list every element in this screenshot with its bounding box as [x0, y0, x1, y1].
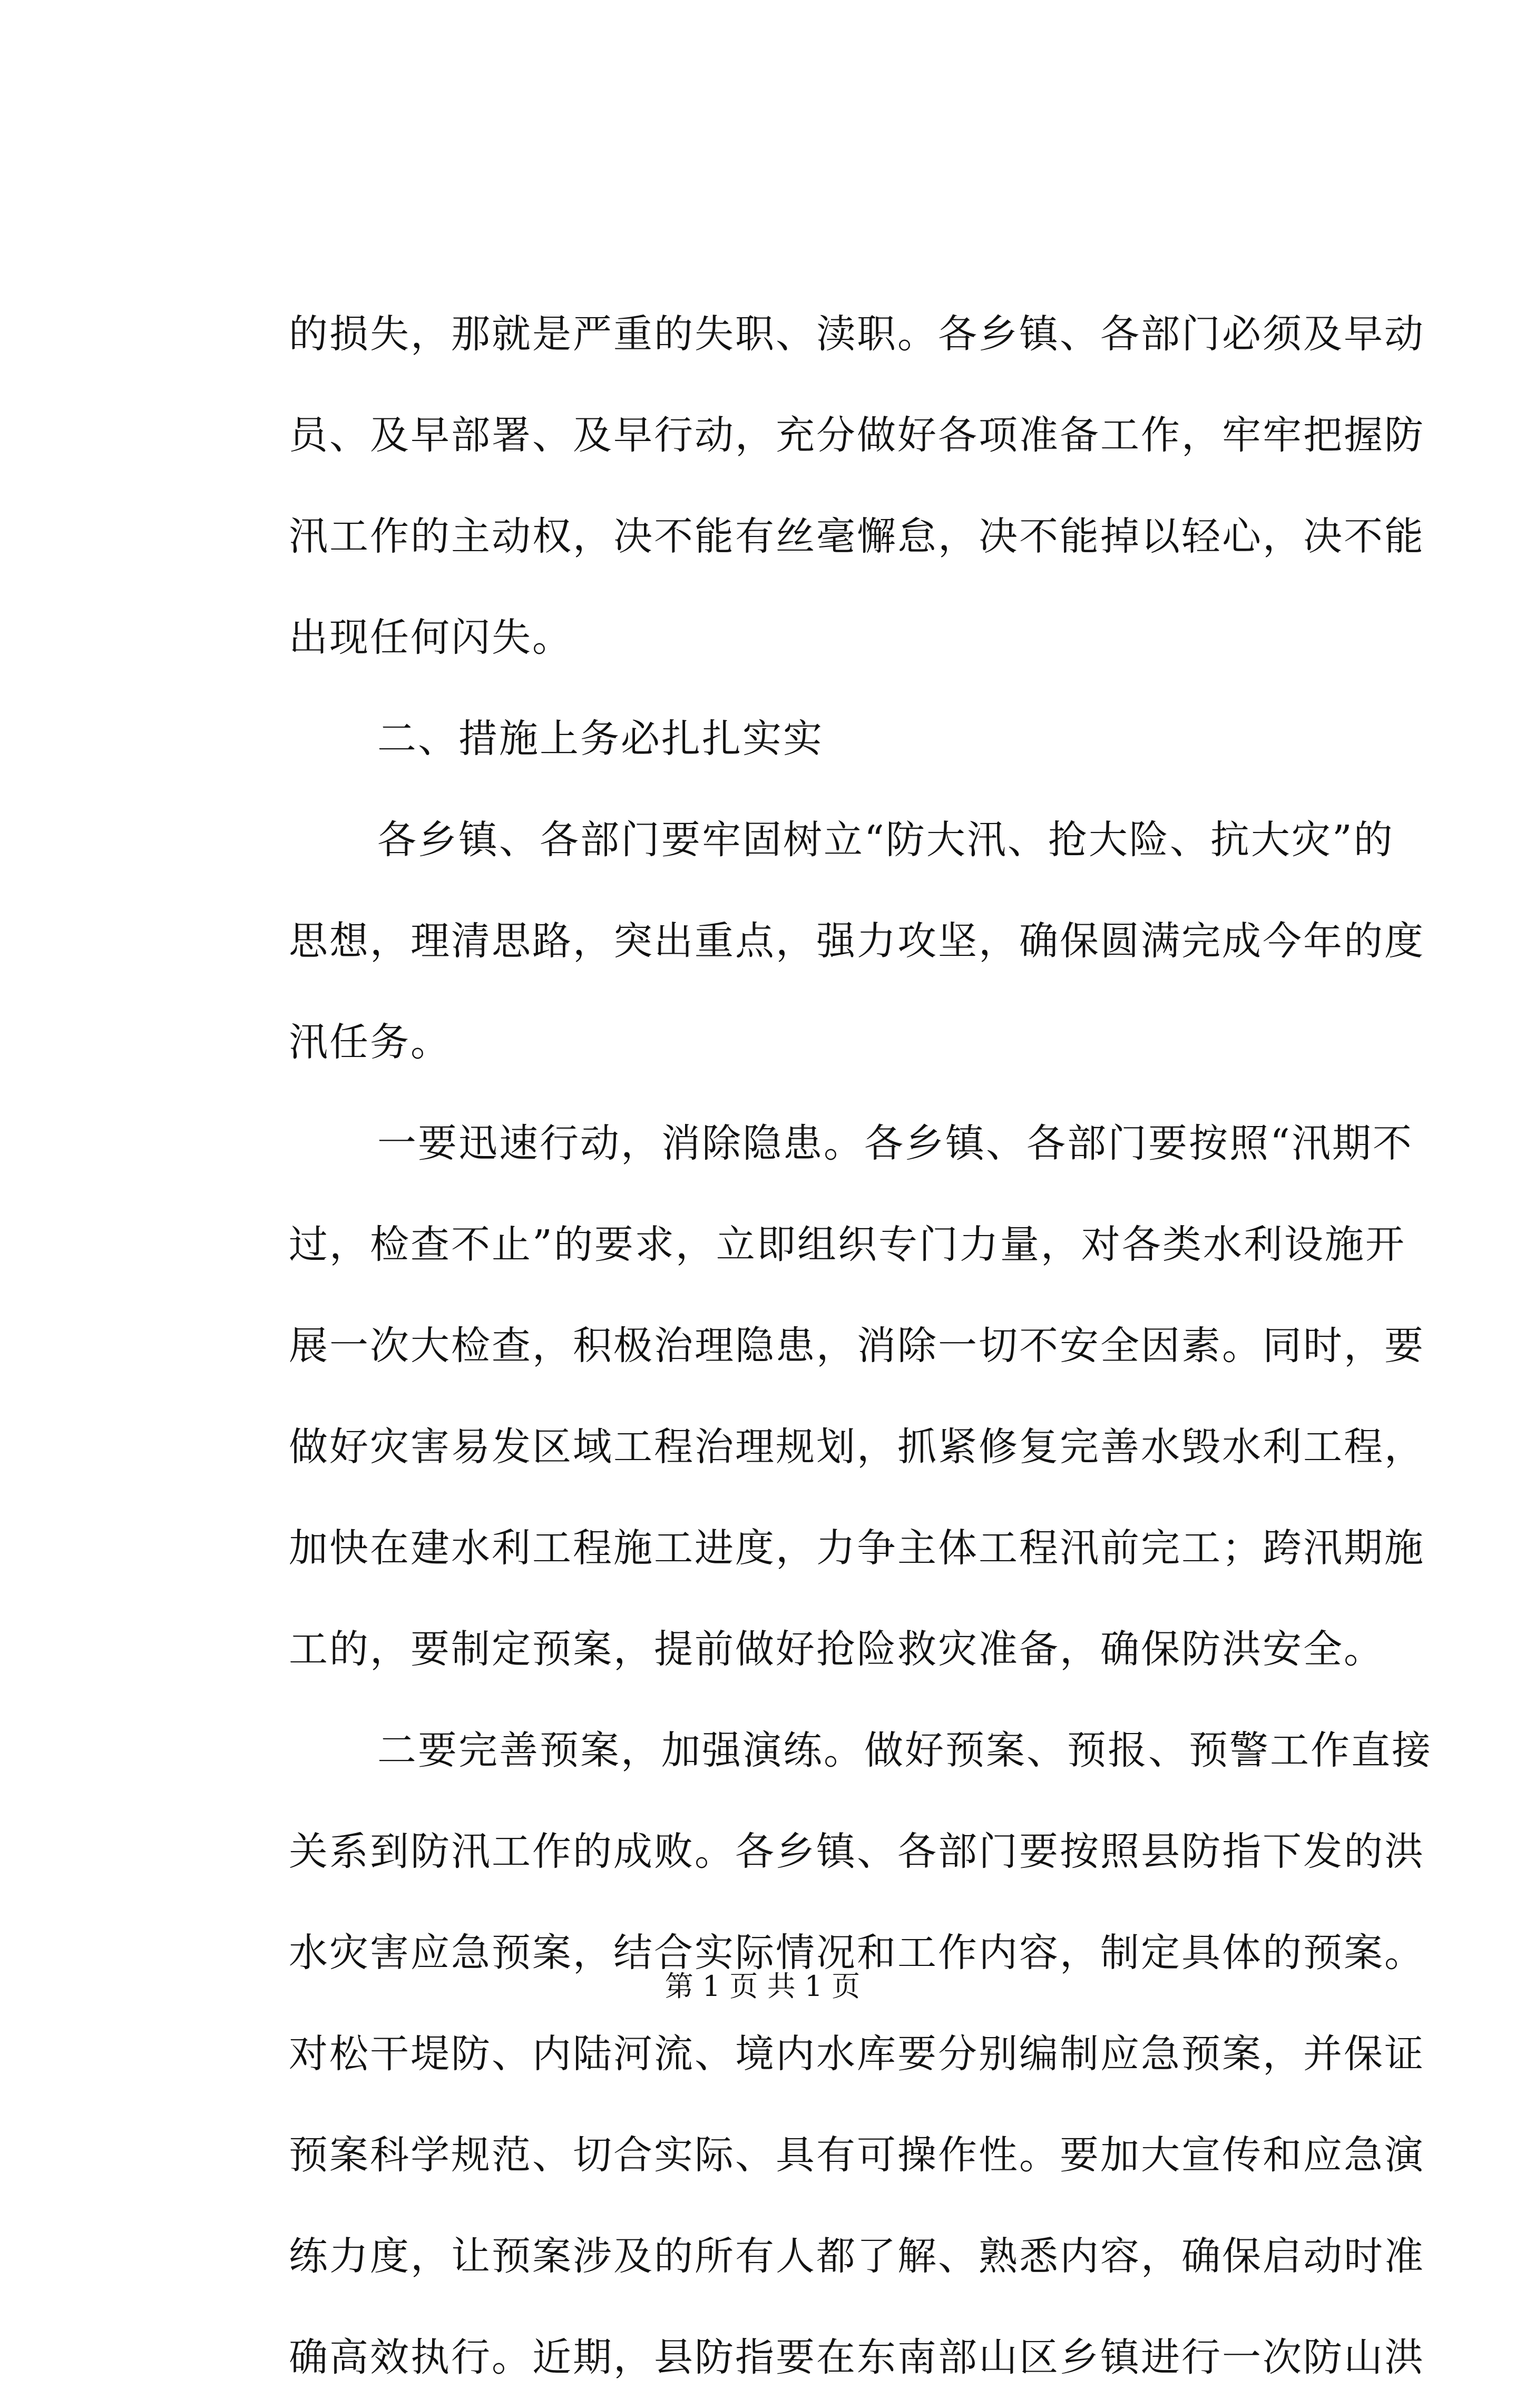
text-line: 各乡镇、各部门要牢固树立“防大汛、抢大险、抗大灾”的 [377, 817, 1394, 863]
text-line: 一要迅速行动，消除隐患。各乡镇、各部门要按照“汛期不 [377, 1121, 1413, 1166]
text-line: 二要完善预案，加强演练。做好预案、预报、预警工作直接 [377, 1728, 1432, 1773]
section-heading: 二、措施上务必扎扎实实 [377, 716, 824, 761]
text-line: 确高效执行。近期，县防指要在东南部山区乡镇进行一次防山洪 [289, 2335, 1425, 2380]
text-line: 对松干堤防、内陆河流、境内水库要分别编制应急预案，并保证 [289, 2031, 1425, 2077]
text-line: 展一次大检查，积极治理隐患，消除一切不安全因素。同时，要 [289, 1323, 1425, 1368]
page-number-footer: 第 1 页 共 1 页 [664, 1970, 861, 2003]
text-line: 关系到防汛工作的成败。各乡镇、各部门要按照县防指下发的洪 [289, 1829, 1425, 1874]
text-line: 练力度，让预案涉及的所有人都了解、熟悉内容，确保启动时准 [289, 2234, 1425, 2279]
text-line: 过，检查不止”的要求，立即组织专门力量，对各类水利设施开 [289, 1222, 1406, 1267]
text-line: 汛任务。 [289, 1020, 451, 1065]
document-body [289, 283, 1432, 2408]
text-line: 的损失，那就是严重的失职、渎职。各乡镇、各部门必须及早动 [289, 311, 1425, 357]
text-line: 汛工作的主动权，决不能有丝毫懈怠，决不能掉以轻心，决不能 [289, 514, 1425, 559]
text-line: 工的，要制定预案，提前做好抢险救灾准备，确保防洪安全。 [289, 1627, 1384, 1672]
text-line: 水灾害应急预案，结合实际情况和工作内容，制定具体的预案。 [289, 1930, 1425, 1975]
text-line: 员、及早部署、及早行动，充分做好各项准备工作，牢牢把握防 [289, 413, 1425, 458]
text-line: 做好灾害易发区域工程治理规划，抓紧修复完善水毁水利工程， [289, 1424, 1425, 1470]
text-line: 思想，理清思路，突出重点，强力攻坚，确保圆满完成今年的度 [289, 918, 1425, 964]
text-line: 加快在建水利工程施工进度，力争主体工程汛前完工；跨汛期施 [289, 1525, 1425, 1571]
text-line: 预案科学规范、切合实际、具有可操作性。要加大宣传和应急演 [289, 2132, 1425, 2178]
text-line: 出现任何闪失。 [289, 615, 573, 660]
